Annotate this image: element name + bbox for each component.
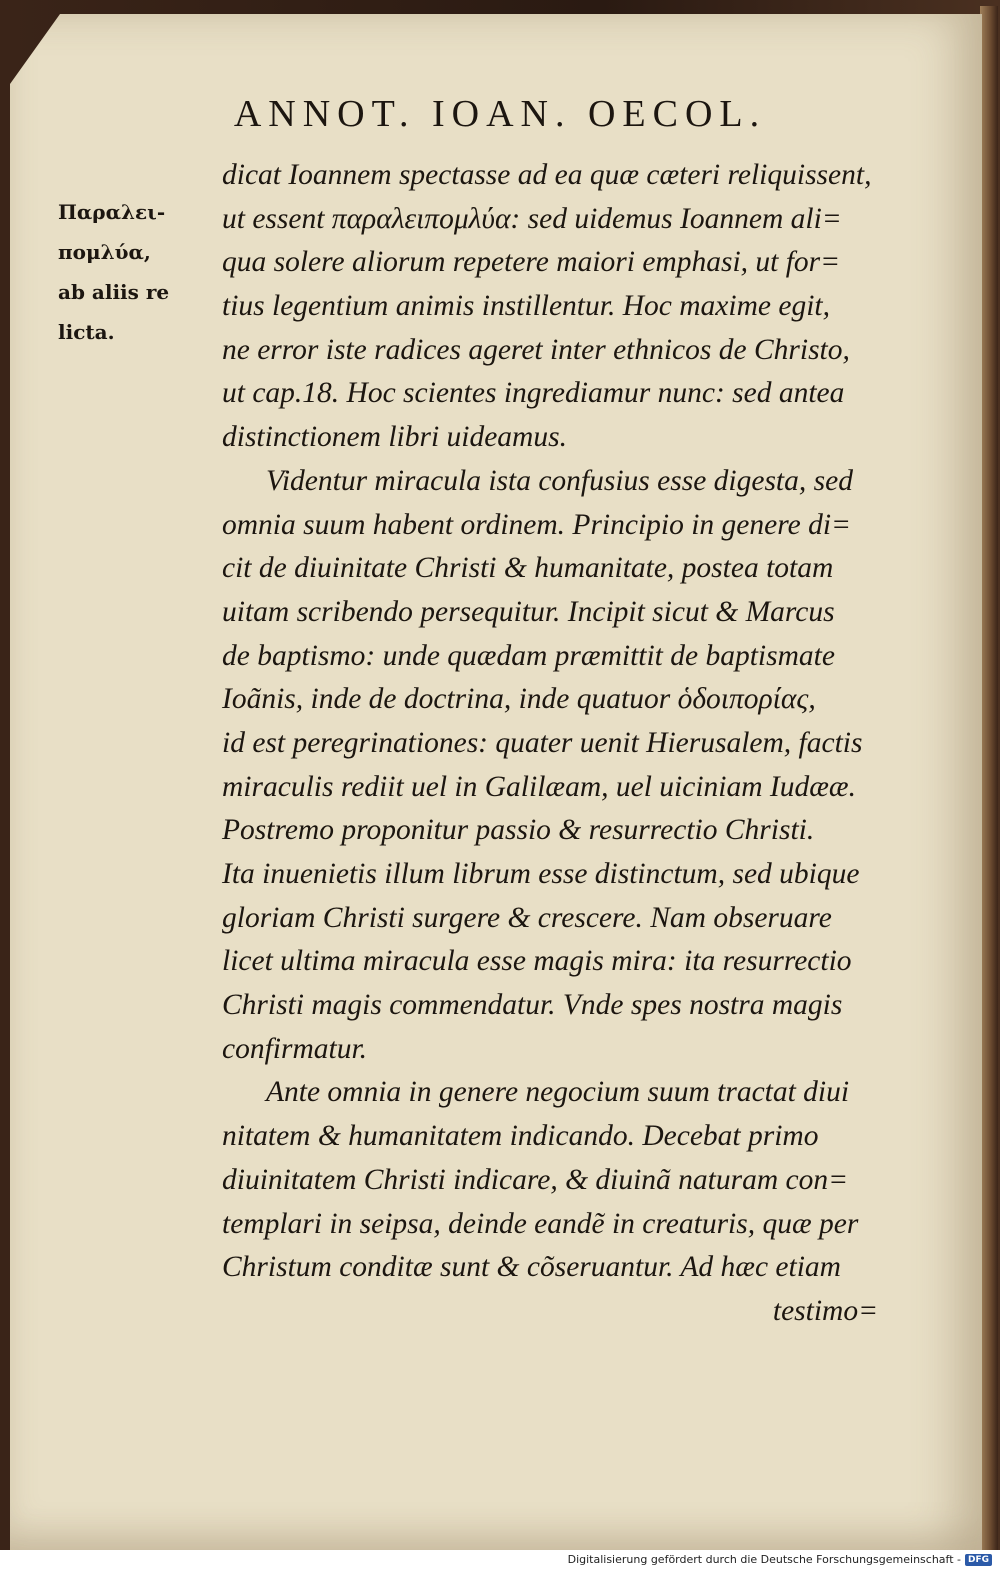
text-line: cit de diuinitate Christi & humanitate, postea totam <box>222 552 834 585</box>
footer-text: Digitalisierung gefördert durch die Deutsche Forschungsgemeinschaft - <box>567 1553 961 1566</box>
text-line: qua solere aliorum repetere maiori emphasi, ut for= <box>222 246 841 279</box>
text-line: gloriam Christi surgere & crescere. Nam obseruare <box>222 901 832 934</box>
text-line: uitam scribendo persequitur. Incipit sicut & Marcus <box>222 595 835 628</box>
text-line: omnia suum habent ordinem. Principio in genere di= <box>222 508 851 541</box>
dfg-logo: DFG <box>965 1554 992 1566</box>
text-line: de baptismo: unde quædam præmittit de baptismate <box>222 639 835 672</box>
text-line: confirmatur. <box>222 1032 368 1065</box>
text-line: tius legentium animis instillentur. Hoc maxime egit, <box>222 290 830 323</box>
text-line: Ioãnis, inde de doctrina, inde quatuor ὁδοιπορίας, <box>222 683 816 716</box>
marginal-note <box>58 192 198 352</box>
text-line: licet ultima miracula esse magis mira: ita resurrectio <box>222 945 852 978</box>
text-line: id est peregrinationes: quater uenit Hierusalem, factis <box>222 726 863 759</box>
text-line: templari in seipsa, deinde eandẽ in creaturis, quæ per <box>222 1207 859 1240</box>
catchword: testimo= <box>772 1294 878 1327</box>
text-line: distinctionem libri uideamus. <box>222 421 567 454</box>
text-line: Ante omnia in genere negocium suum tractat diui <box>266 1076 850 1109</box>
text-line: miraculis rediit uel in Galilæam, uel uiciniam Iudææ. <box>222 770 856 803</box>
text-line: Postremo proponitur passio & resurrectio Christi. <box>222 814 815 847</box>
text-line: dicat Ioannem spectasse ad ea quæ cæteri reliquissent, <box>222 159 872 191</box>
running-head: ANNOT. IOAN. OECOL. <box>233 93 767 135</box>
page-edge <box>980 6 998 1550</box>
marginal-note-line: ab aliis re <box>58 280 170 304</box>
text-line: diuinitatem Christi indicare, & diuinã naturam con= <box>222 1163 849 1196</box>
text-line: ne error iste radices ageret inter ethnicos de Christo, <box>222 333 850 366</box>
marginal-note-line: πομλύα, <box>58 240 151 264</box>
body-text <box>222 154 882 1334</box>
marginal-note-line: Παραλει- <box>58 200 166 224</box>
marginal-note-line: licta. <box>58 320 115 344</box>
text-line: Ita inuenietis illum librum esse distinctum, sed ubique <box>222 858 860 890</box>
text-line: Videntur miracula ista confusius esse digesta, sed <box>266 464 853 497</box>
text-line: Christi magis commendatur. Vnde spes nostra magis <box>222 989 843 1022</box>
text-line: ut cap.18. Hoc scientes ingrediamur nunc: sed antea <box>222 377 845 410</box>
text-line: Christum conditæ sunt & cõseruantur. Ad hæc etiam <box>222 1251 841 1284</box>
text-line: ut essent παραλειπομλύα: sed uidemus Ioannem ali= <box>222 202 842 235</box>
text-line: nitatem & humanitatem indicando. Decebat primo <box>222 1120 819 1153</box>
footer <box>568 1553 992 1566</box>
